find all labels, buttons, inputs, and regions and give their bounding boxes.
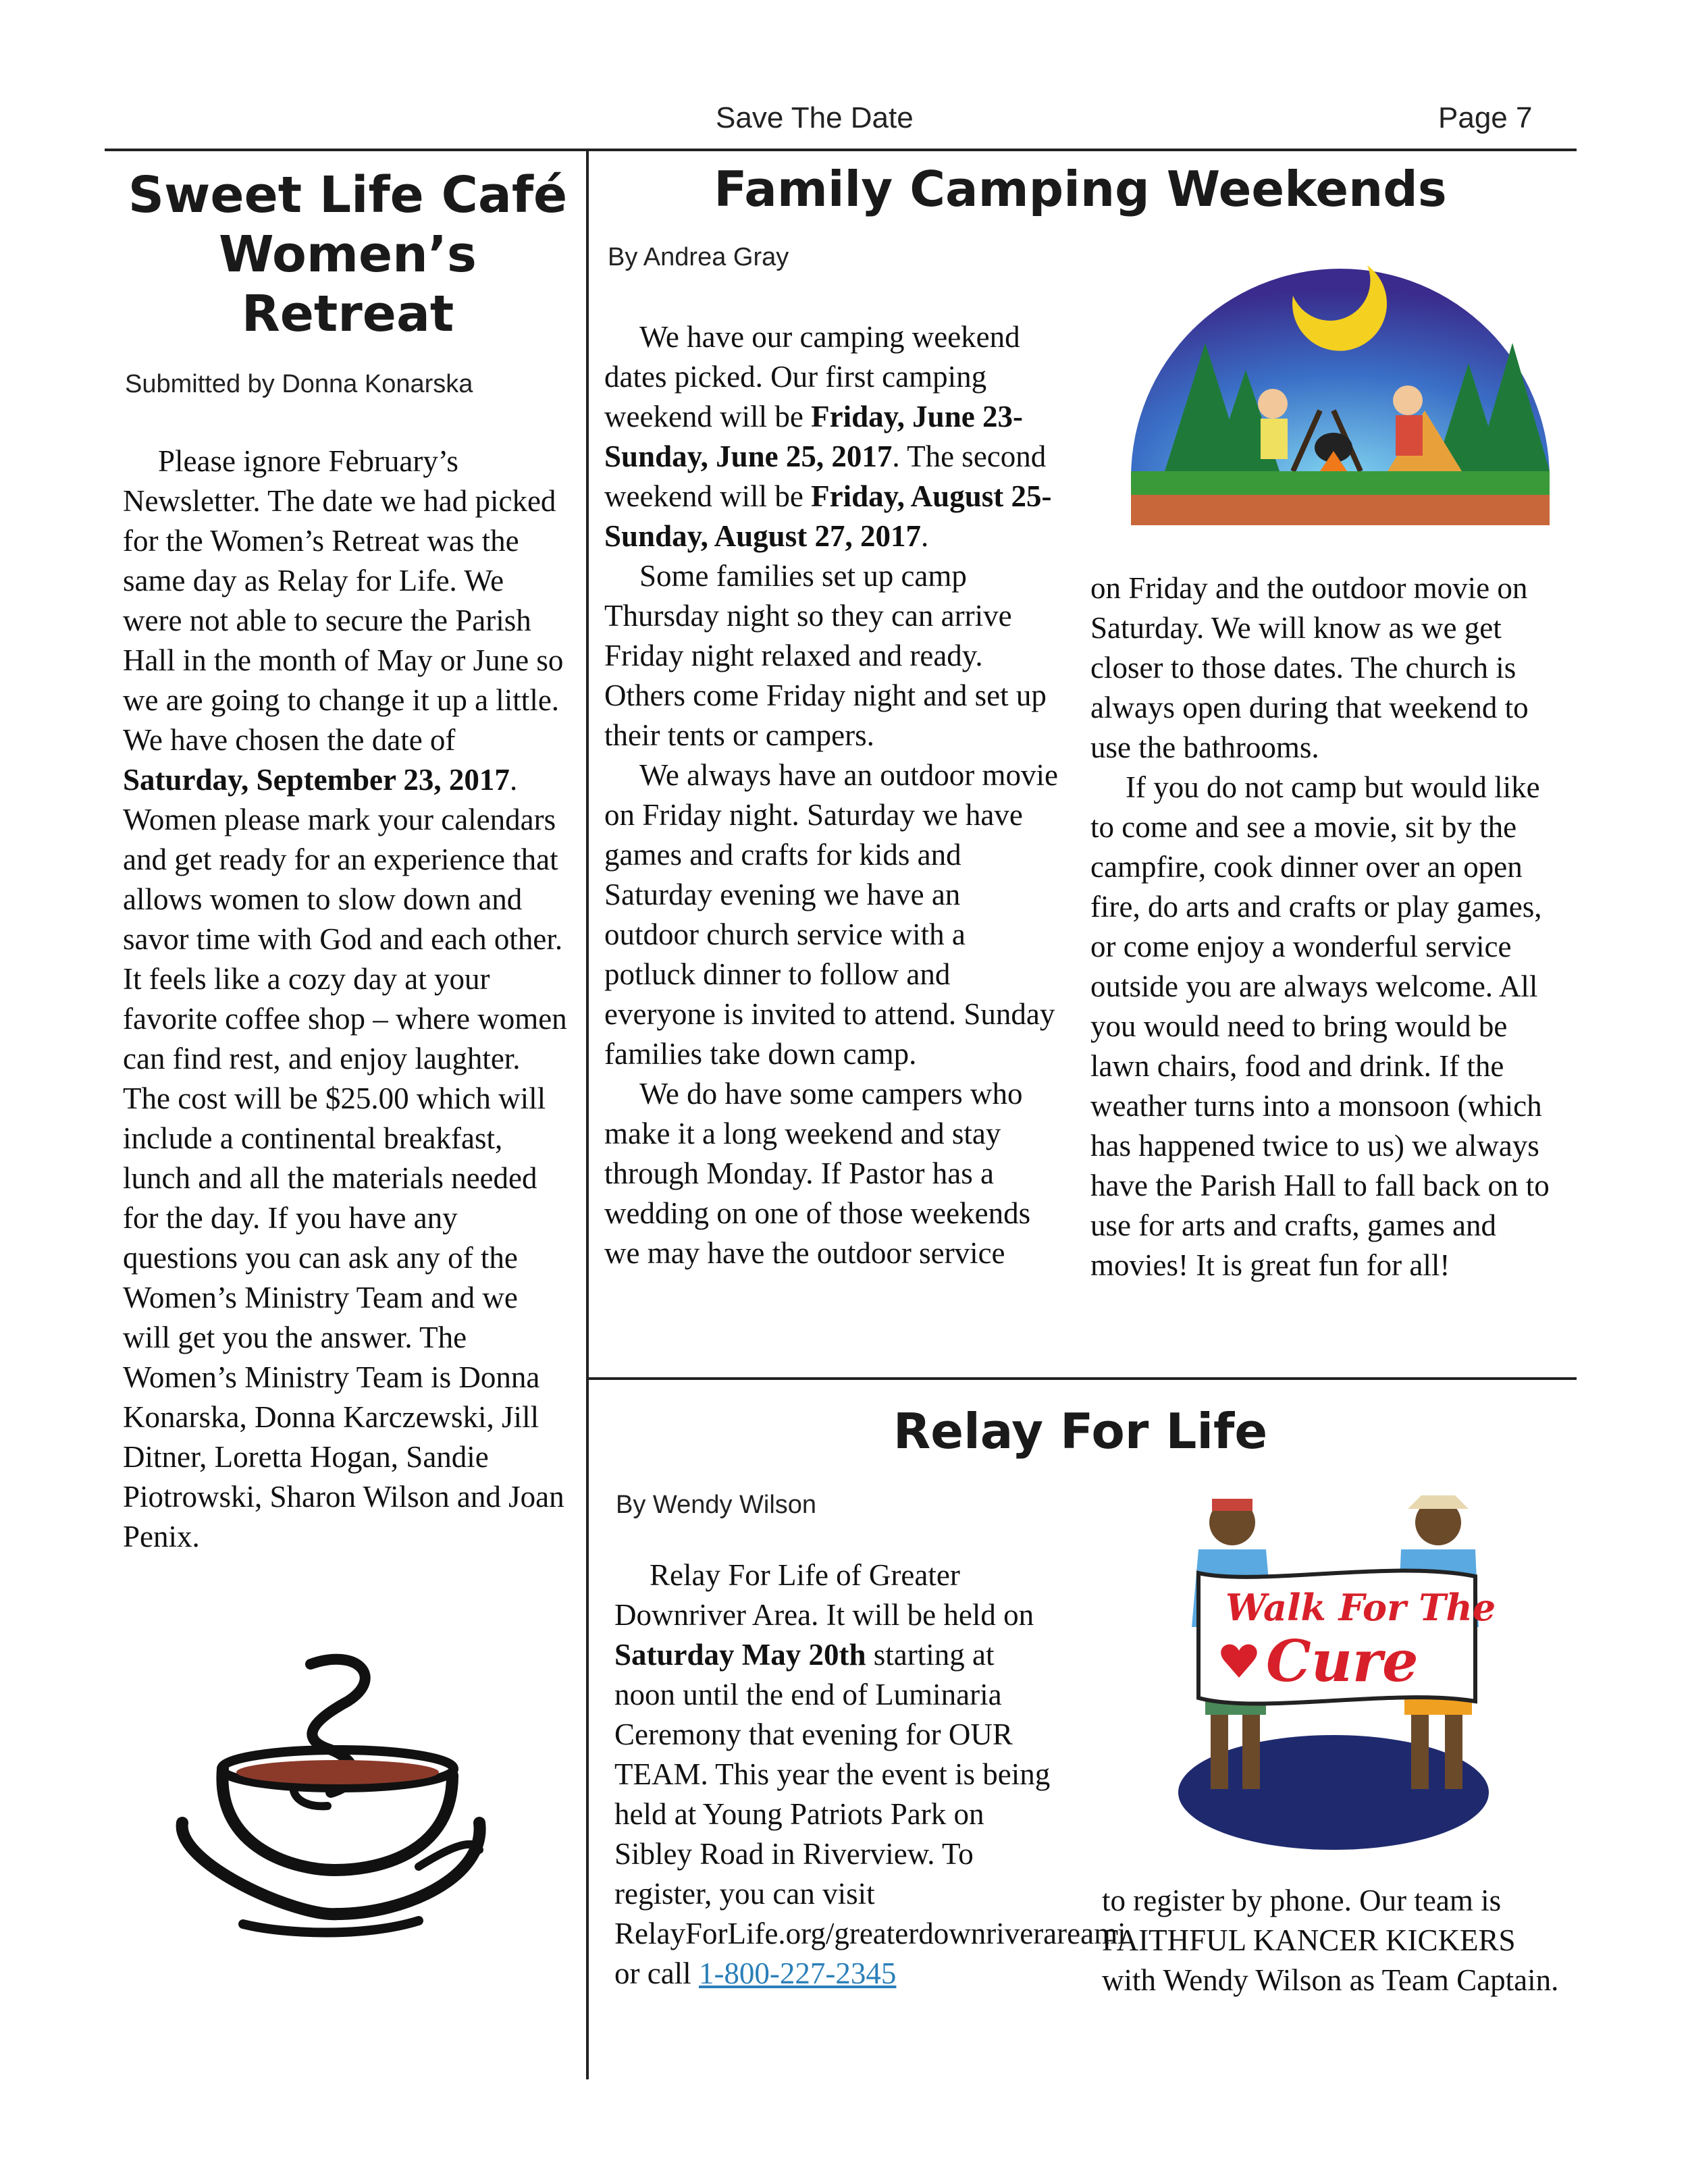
page-number: Page 7 <box>1438 101 1533 134</box>
camping-paragraph-4-cont: on Friday and the outdoor movie on Saturday. We will know as we get closer to those dates. The church is always open during that weekend to use the bathrooms. <box>1090 571 1529 764</box>
retreat-paragraph <box>123 442 569 1557</box>
relay-date: Saturday May 20th <box>614 1638 866 1672</box>
relay-title: Relay For Life <box>893 1403 1268 1460</box>
camping-paragraph-2: Some families set up camp Thursday night so they can arrive Friday night relaxed and ready. Others come Friday night and set up their tents or campers. <box>604 559 1047 752</box>
retreat-title <box>115 165 581 344</box>
relay-byline: By Wendy Wilson <box>616 1491 817 1519</box>
relay-text-b: starting at noon until the end of Luminaria Ceremony that evening for OUR TEAM. This year the event is being held at Young Patriots Park on Sibley Road in Riverview. To register, you can visit RelayForLife.org/greaterdownriverareami or call <box>614 1638 1126 1990</box>
retreat-title-line-1: Sweet Life Café <box>128 166 568 224</box>
retreat-text-a: Please ignore February’s Newsletter. The date we had picked for the Women’s Retreat was the same day as Relay for Life. We were not able to secure the Parish Hall in the month of May or June so we are going to change it up a little. We have chosen the date of <box>123 444 564 757</box>
retreat-byline: Submitted by Donna Konarska <box>125 370 473 398</box>
camping-paragraph-5: If you do not camp but would like to come and see a movie, sit by the campfire, cook dinner over an open fire, do arts and crafts or play games, or come enjoy a wonderful service outside you are always welcome. All you would need to bring would be lawn chairs, food and drink. If the weather turns into a monsoon (which has happened twice to us) we always have the Parish Hall to fall back on to use for arts and crafts, games and movies! It is great fun for all! <box>1090 770 1550 1282</box>
banner-line-2: Cure <box>1266 1628 1419 1695</box>
header-rule <box>105 149 1577 151</box>
camping-illustration <box>1117 255 1563 533</box>
retreat-title-line-3: Retreat <box>241 285 454 343</box>
relay-paragraph-cont: to register by phone. Our team is FAITHFUL KANCER KICKERS with Wendy Wilson as Team Captain. <box>1102 1884 1559 1997</box>
camping-paragraph-1 <box>604 317 1060 556</box>
coffee-cup-illustration <box>162 1647 500 1944</box>
camping-byline: By Andrea Gray <box>608 243 789 271</box>
camping-text-b: . The second weekend will be <box>604 440 1047 513</box>
relay-body-col1 <box>614 1555 1126 1994</box>
retreat-body <box>123 442 569 1557</box>
camping-paragraph-4: We do have some campers who make it a long weekend and stay through Monday. If Pastor has a wedding on one of those weekends we may have the outdoor service <box>604 1077 1031 1270</box>
relay-text-a: Relay For Life of Greater Downriver Area. It will be held on <box>614 1558 1034 1632</box>
relay-paragraph <box>614 1555 1126 1994</box>
camping-body-col2 <box>1090 568 1563 1285</box>
section-divider <box>587 1377 1577 1380</box>
banner-line-1: Walk For The <box>1225 1586 1496 1629</box>
retreat-title-line-2: Women’s <box>219 225 477 284</box>
camping-date-2: Friday, August 25-Sunday, August 27, 2017 <box>604 479 1052 553</box>
camping-body-col1 <box>604 317 1060 1273</box>
camping-text-c: . <box>920 519 929 553</box>
camping-date-1: Friday, June 23-Sunday, June 25, 2017 <box>604 400 1023 473</box>
running-header: Save The Date <box>716 101 914 134</box>
camping-title: Family Camping Weekends <box>714 161 1447 217</box>
column-divider <box>586 150 589 2079</box>
camping-text-a: We have our camping weekend dates picked. Our first camping weekend will be <box>604 320 1020 433</box>
walk-for-the-cure-illustration <box>1158 1485 1509 1863</box>
retreat-text-b: . Women please mark your calendars and get ready for an experience that allows women to slow down and savor time with God and each other. It feels like a cozy day at your favorite coffee shop – where women can find rest, and enjoy laughter. The cost will be $25.00 which will include a continental breakfast, lunch and all the materials needed for the day. If you have any questions you can ask any of the Women’s Ministry Team and we will get you the answer. The Women’s Ministry Team is Donna Konarska, Donna Karczewski, Jill Ditner, Loretta Hogan, Sandie Piotrowski, Sharon Wilson and Joan Penix. <box>123 763 567 1553</box>
relay-phone-link[interactable]: 1-800-227-2345 <box>698 1956 897 1990</box>
retreat-date: Saturday, September 23, 2017 <box>123 763 510 797</box>
relay-body-col2 <box>1102 1881 1575 2000</box>
camping-paragraph-3: We always have an outdoor movie on Friday night. Saturday we have games and crafts for kids and Saturday evening we have an outdoor church service with a potluck dinner to follow and everyone is invited to attend. Sunday families take down camp. <box>604 758 1058 1071</box>
